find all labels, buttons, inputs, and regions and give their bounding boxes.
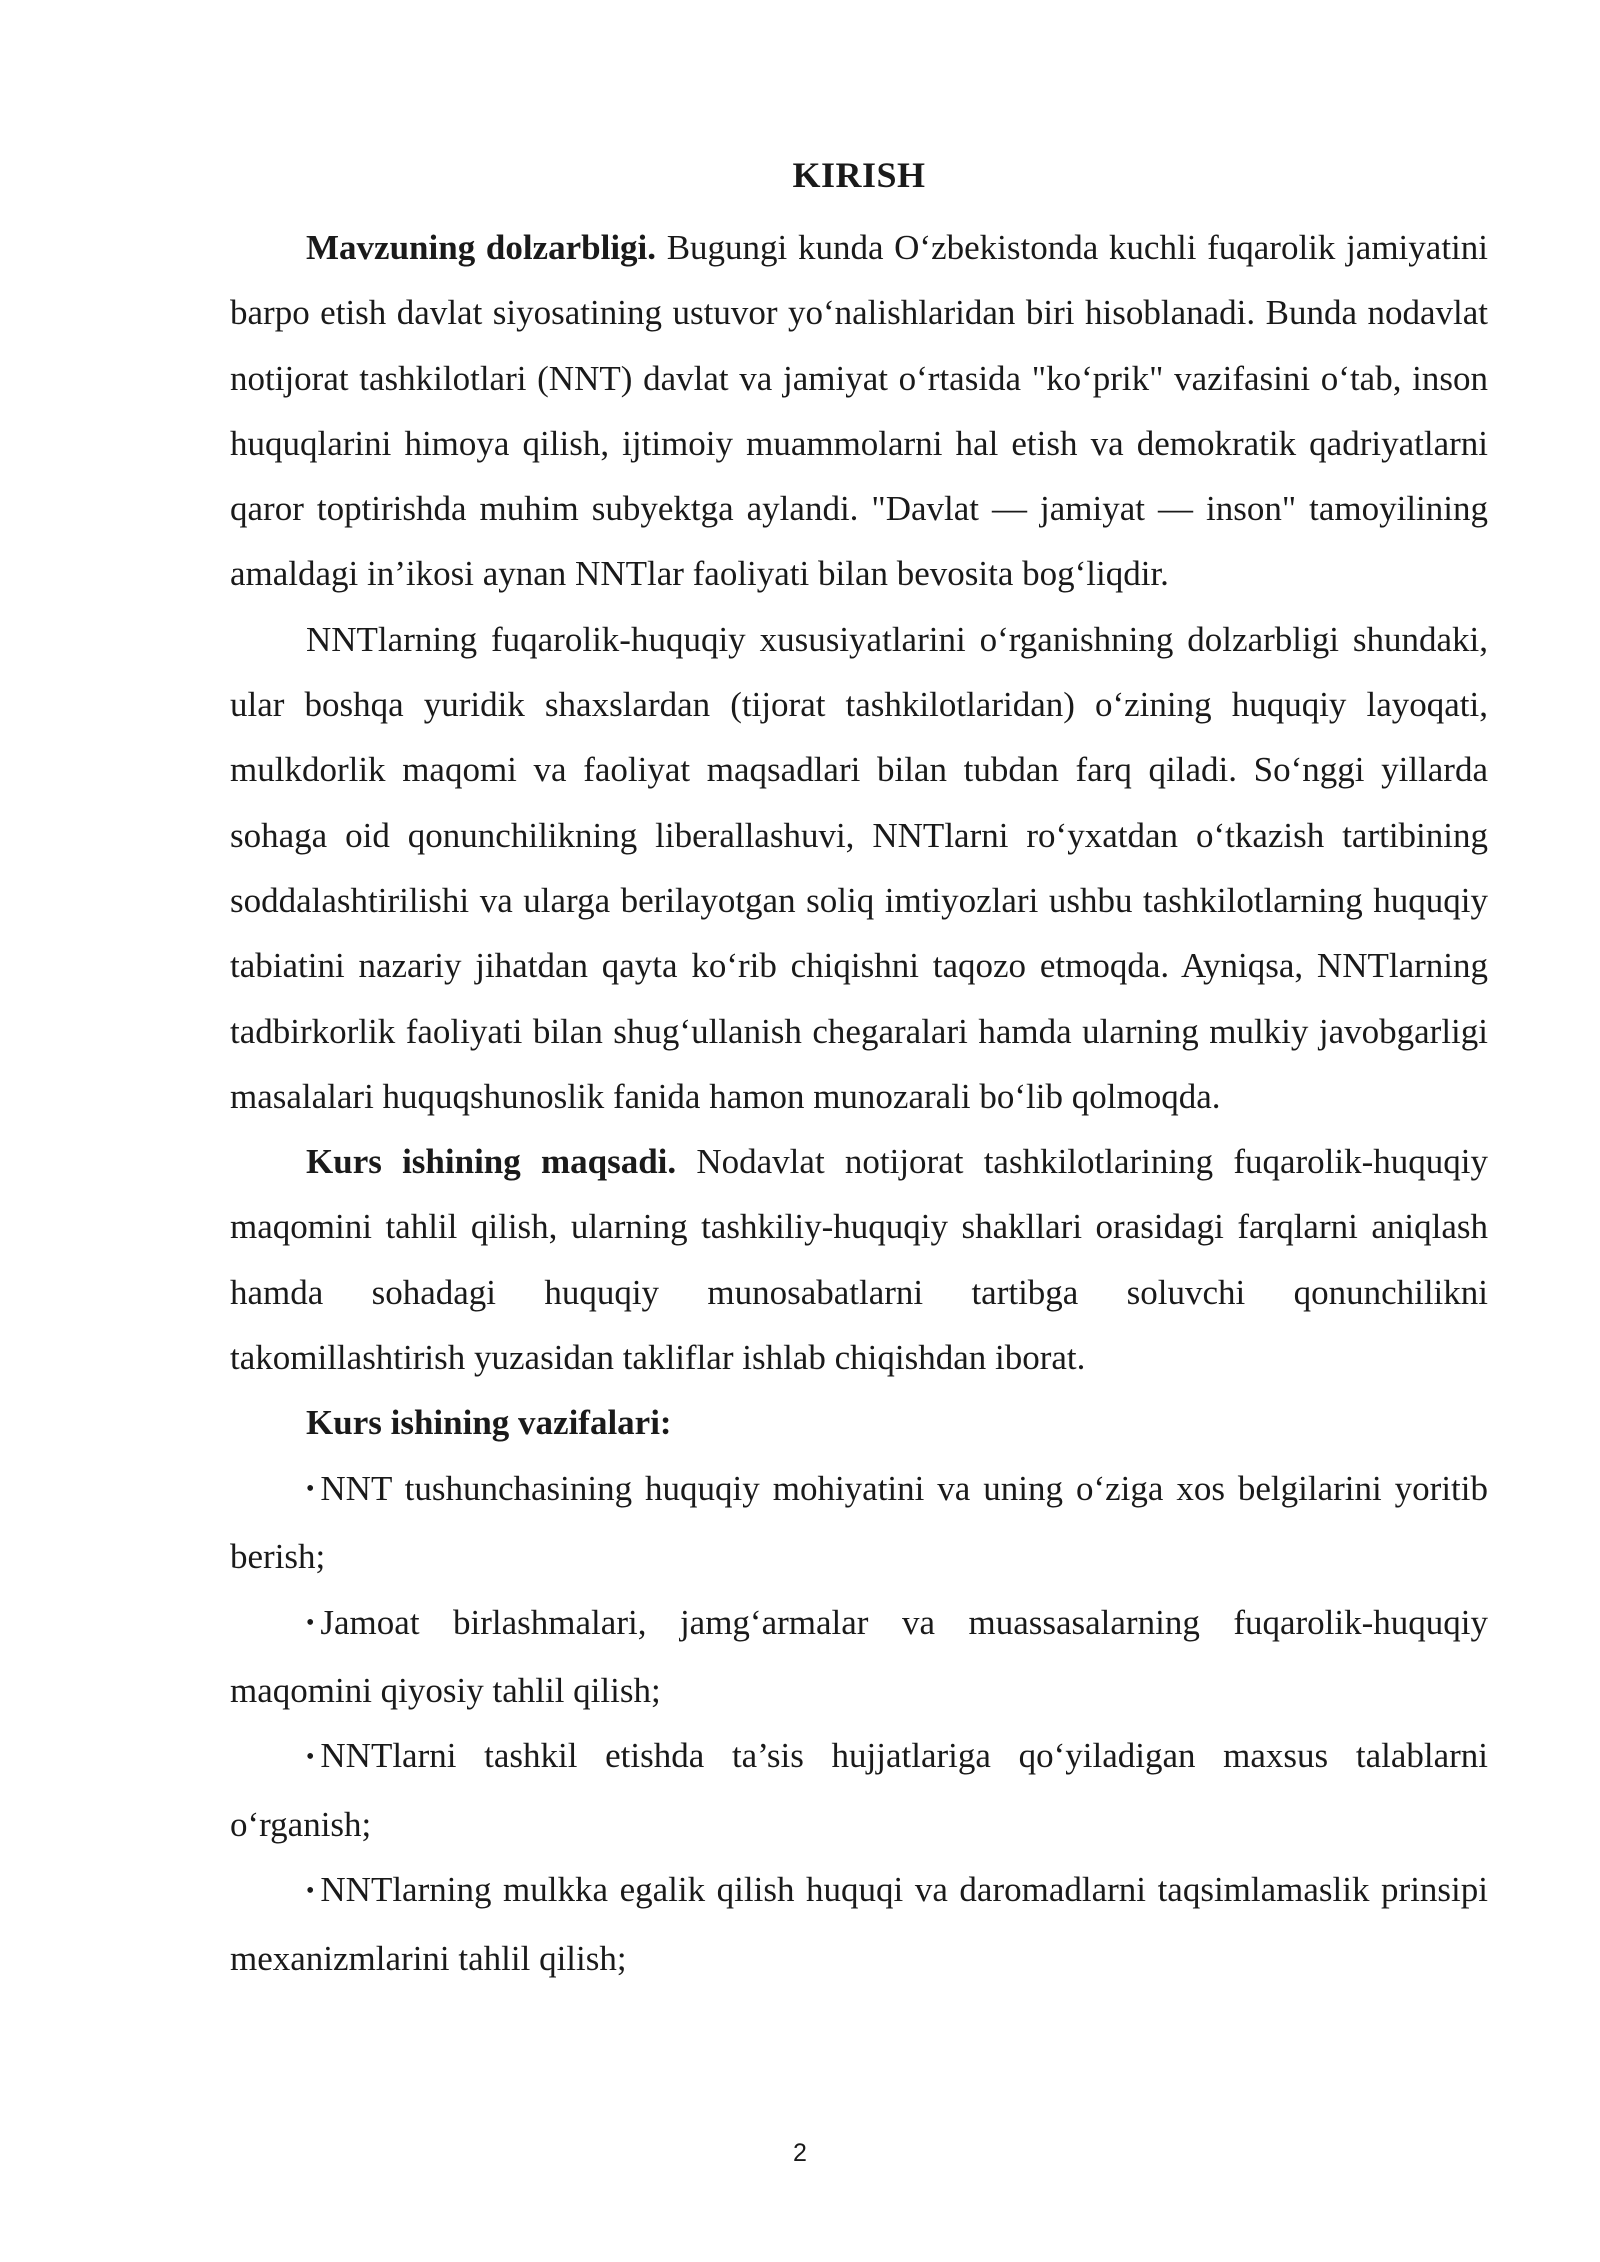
- task-item: [230, 1857, 1488, 1991]
- bullet-icon: •: [306, 1743, 315, 1770]
- relevance-label: Mavzuning dolzarbligi.: [306, 228, 657, 267]
- task-text: Jamoat birlashmalari, jamg‘armalar va muassasalarning fuqarolik-huquqiy maqomini qiyosiy tahlil qilish;: [230, 1602, 1488, 1711]
- task-text: NNTlarning mulkka egalik qilish huquqi va daromadlarni taqsimlamaslik prinsipi mexanizmlarini tahlil qilish;: [230, 1870, 1488, 1978]
- task-item: [230, 1456, 1488, 1590]
- relevance-paragraph-2: NNTlarning fuqarolik-huquqiy xususiyatlarini o‘rganishning dolzarbligi shundaki, ular boshqa yuridik shaxslardan (tijorat tashkilotlaridan) o‘zining huquqiy layoqati, mulkdorlik maqomi va faoliyat maqsadlari bilan tubdan farq qiladi. So‘nggi yillarda sohaga oid qonunchilikning liberallashuvi, NNTlarni ro‘yxatdan o‘tkazish tartibining soddalashtirilishi va ularga berilayotgan soliq imtiyozlari ushbu tashkilotlarning huquqiy tabiatini nazariy jihatdan qayta ko‘rib chiqishni taqozo etmoqda. Ayniqsa, NNTlarning tadbirkorlik faoliyati bilan shug‘ullanish chegaralari hamda ularning mulkiy javobgarligi masalalari huquqshunoslik fanida hamon munozarali bo‘lib qolmoqda.: [230, 619, 1488, 1116]
- section-heading: KIRISH: [792, 155, 926, 195]
- task-text: NNTlarni tashkil etishda ta’sis hujjatlariga qo‘yiladigan maxsus talablarni o‘rganish;: [230, 1736, 1488, 1845]
- page-number: 2: [793, 2139, 807, 2167]
- tasks-heading: Kurs ishining vazifalari:: [306, 1403, 672, 1443]
- page-content: [230, 150, 1488, 1991]
- task-item: [230, 1723, 1488, 1857]
- relevance-text: Bugungi kunda O‘zbekistonda kuchli fuqarolik jamiyatini barpo etish davlat siyosatining ustuvor yo‘nalishlaridan biri hisoblanadi. Bunda nodavlat notijorat tashkilotlari (NNT) davlat va jamiyat o‘rtasida "ko‘prik" vazifasini o‘tab, inson huquqlarini himoya qilish, ijtimoiy muammolarni hal etish va demokratik qadriyatlarni qaror toptirishda muhim subyektga aylandi. "Davlat — jamiyat — inson" tamoyilining amaldagi in’ikosi aynan NNTlar faoliyati bilan bevosita bog‘liqdir.: [230, 228, 1488, 594]
- bullet-icon: •: [306, 1475, 315, 1502]
- tasks-list: [230, 1456, 1488, 1992]
- relevance-paragraph: [230, 215, 1488, 607]
- goal-paragraph: [230, 1129, 1488, 1390]
- goal-label: Kurs ishining maqsadi.: [306, 1142, 677, 1182]
- goal-text: Nodavlat notijorat tashkilotlarining fuqarolik-huquqiy maqomini tahlil qilish, ularning tashkiliy-huquqiy shakllari orasidagi farqlarni aniqlash hamda sohadagi huquqiy munosabatlarni tartibga soluvchi qonunchilikni takomillashtirish yuzasidan takliflar ishlab chiqishdan iborat.: [230, 1142, 1488, 1378]
- bullet-icon: •: [306, 1609, 315, 1636]
- task-item: [230, 1590, 1488, 1724]
- task-text: NNT tushunchasining huquqiy mohiyatini va uning o‘ziga xos belgilarini yoritib berish;: [230, 1468, 1488, 1577]
- bullet-icon: •: [306, 1877, 315, 1904]
